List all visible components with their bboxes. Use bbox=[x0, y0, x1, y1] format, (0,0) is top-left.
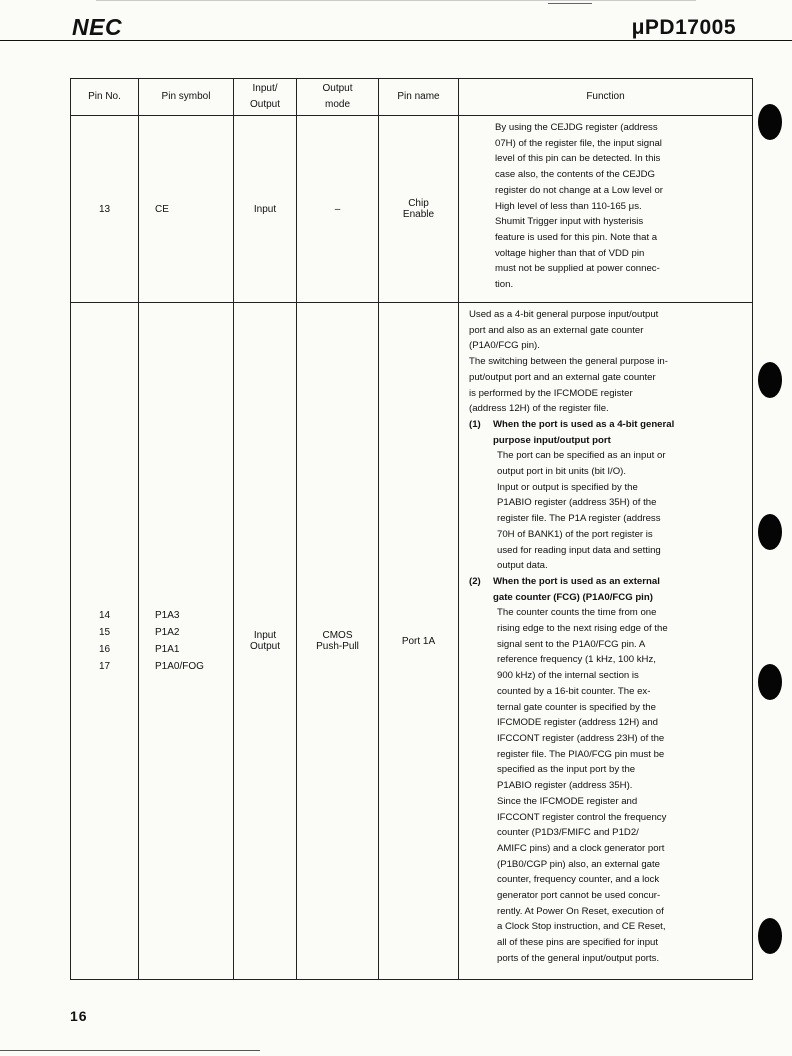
function-line: register do not change at a Low level or bbox=[495, 184, 663, 196]
function-line: output data. bbox=[497, 560, 548, 572]
header-function: Function bbox=[459, 79, 753, 116]
function-line: By using the CEJDG register (address bbox=[495, 122, 658, 133]
function-item-2 bbox=[469, 574, 746, 605]
item-body bbox=[469, 605, 746, 966]
header-out-line2: mode bbox=[324, 99, 350, 110]
pin-symbol: CE bbox=[155, 203, 169, 215]
header-output-mode bbox=[297, 79, 379, 116]
function-line: rising edge to the next rising edge of the bbox=[497, 623, 668, 635]
punch-hole bbox=[758, 918, 782, 954]
function-line: specified as the input port by the bbox=[497, 764, 636, 776]
item-heading bbox=[493, 574, 660, 605]
function-line: tion. bbox=[495, 279, 514, 291]
pin-no: 15 bbox=[98, 627, 111, 638]
pin-no: 13 bbox=[98, 203, 111, 215]
function-line: Input or output is specified by the bbox=[497, 481, 638, 493]
function-item-1 bbox=[469, 417, 746, 448]
function-line: P1ABIO register (address 35H) of the bbox=[497, 497, 657, 509]
function-line: put/output port and an external gate counter bbox=[469, 371, 656, 383]
output-mode-cell bbox=[297, 116, 379, 303]
function-cell bbox=[459, 303, 753, 980]
pin-symbol: P1A3 bbox=[155, 610, 180, 621]
header-pin-symbol: Pin symbol bbox=[139, 79, 234, 116]
pin-no-cell bbox=[71, 303, 139, 980]
pin-function-table bbox=[70, 78, 753, 980]
io-line1: Input bbox=[253, 630, 277, 641]
table-row bbox=[71, 303, 753, 980]
function-line: P1ABIO register (address 35H). bbox=[497, 780, 633, 792]
scan-artifact-line bbox=[96, 0, 696, 1]
function-line: Shumit Trigger input with hysterisis bbox=[495, 216, 644, 228]
function-line: counter, frequency counter, and a lock bbox=[497, 874, 660, 886]
pin-name-line2: Enable bbox=[402, 209, 435, 220]
mode-line2: Push-Pull bbox=[316, 641, 359, 652]
header-pin-name: Pin name bbox=[379, 79, 459, 116]
function-line: register file. The PIA0/FCG pin must be bbox=[497, 748, 665, 760]
brand-logo: NEC bbox=[72, 14, 123, 40]
mode-line1: CMOS bbox=[322, 630, 353, 641]
function-line: level of this pin can be detected. In this bbox=[495, 153, 661, 165]
function-line: rently. At Power On Reset, execution of bbox=[497, 905, 664, 917]
pin-name-line1: Chip bbox=[408, 198, 429, 209]
item-body bbox=[469, 448, 746, 574]
pin-symbol: P1A0/FOG bbox=[155, 661, 204, 672]
output-mode-value: – bbox=[334, 203, 341, 215]
pin-name-cell bbox=[379, 303, 459, 980]
table-header-row bbox=[71, 79, 753, 116]
function-line: Used as a 4-bit general purpose input/output bbox=[469, 309, 659, 320]
function-line: IFCCONT register control the frequency bbox=[497, 811, 667, 823]
function-line: port and also as an external gate counter bbox=[469, 324, 644, 336]
function-line: High level of less than 110-165 μs. bbox=[495, 200, 642, 212]
footer-rule bbox=[0, 1050, 260, 1051]
header-pin-no: Pin No. bbox=[71, 79, 139, 116]
scan-artifact-line bbox=[548, 3, 592, 4]
header-io-line1: Input/ bbox=[252, 83, 278, 94]
function-line: The port can be specified as an input or bbox=[497, 450, 666, 462]
function-line: feature is used for this pin. Note that a bbox=[495, 231, 658, 243]
function-line: counted by a 16-bit counter. The ex- bbox=[497, 685, 651, 697]
function-cell bbox=[459, 116, 753, 303]
function-line: IFCCONT register (address 23H) of the bbox=[497, 732, 665, 744]
function-line: output port in bit units (bit I/O). bbox=[497, 466, 627, 478]
function-line: (P1B0/CGP pin) also, an external gate bbox=[497, 858, 661, 870]
function-line: ternal gate counter is specified by the bbox=[497, 701, 656, 713]
function-line: The counter counts the time from one bbox=[497, 607, 657, 619]
function-line: signal sent to the P1A0/FCG pin. A bbox=[497, 638, 646, 650]
item-number: (2) bbox=[469, 575, 481, 587]
function-line: AMIFC pins) and a clock generator port bbox=[497, 842, 665, 854]
punch-hole bbox=[758, 664, 782, 700]
io-cell bbox=[234, 116, 297, 303]
table-row bbox=[71, 116, 753, 303]
function-line: Since the IFCMODE register and bbox=[497, 795, 638, 807]
page-number: 16 bbox=[70, 1008, 88, 1024]
pin-name-cell bbox=[379, 116, 459, 303]
function-line: case also, the contents of the CEJDG bbox=[495, 169, 655, 181]
function-line: must not be supplied at power connec- bbox=[495, 263, 660, 275]
item-heading-line: When the port is used as an external bbox=[493, 575, 660, 587]
pin-no: 16 bbox=[98, 644, 111, 655]
function-line: ports of the general input/output ports. bbox=[497, 952, 660, 964]
item-heading-line: gate counter (FCG) (P1A0/FCG pin) bbox=[493, 591, 653, 603]
item-heading-line: When the port is used as a 4-bit general bbox=[493, 418, 675, 430]
punch-hole bbox=[758, 362, 782, 398]
pin-symbol: P1A1 bbox=[155, 644, 180, 655]
pin-no: 17 bbox=[98, 661, 111, 672]
function-line: counter (P1D3/FMIFC and P1D2/ bbox=[497, 827, 639, 839]
function-line: register file. The P1A register (address bbox=[497, 513, 661, 525]
function-line: generator port cannot be used concur- bbox=[497, 890, 661, 902]
item-heading bbox=[493, 417, 674, 448]
io-cell bbox=[234, 303, 297, 980]
function-line: all of these pins are specified for input bbox=[497, 937, 659, 949]
function-line: used for reading input data and setting bbox=[497, 544, 661, 556]
function-line: (P1A0/FCG pin). bbox=[469, 340, 540, 352]
function-line: a Clock Stop instruction, and CE Reset, bbox=[497, 921, 666, 933]
header-io-line2: Output bbox=[249, 99, 281, 110]
io-value: Input bbox=[253, 203, 277, 215]
io-line2: Output bbox=[249, 641, 281, 652]
function-line: 07H) of the register file, the input signal bbox=[495, 137, 662, 149]
pin-symbol-cell bbox=[139, 303, 234, 980]
item-heading-line: purpose input/output port bbox=[493, 434, 611, 446]
header-out-line1: Output bbox=[322, 83, 353, 94]
function-line: IFCMODE register (address 12H) and bbox=[497, 717, 659, 729]
pin-no-list bbox=[99, 607, 110, 675]
function-line: is performed by the IFCMODE register bbox=[469, 387, 633, 399]
pin-symbol: P1A2 bbox=[155, 627, 180, 638]
punch-hole bbox=[758, 104, 782, 140]
pin-symbol-cell bbox=[139, 116, 234, 303]
function-line: (address 12H) of the register file. bbox=[469, 403, 609, 415]
function-line: 70H of BANK1) of the port register is bbox=[497, 528, 653, 540]
pin-name: Port 1A bbox=[401, 635, 436, 647]
pin-no-cell bbox=[71, 116, 139, 303]
part-number: μPD17005 bbox=[631, 16, 736, 39]
item-number: (1) bbox=[469, 418, 481, 430]
header-rule bbox=[0, 40, 792, 41]
function-line: voltage higher than that of VDD pin bbox=[495, 247, 645, 259]
punch-hole bbox=[758, 514, 782, 550]
function-line: reference frequency (1 kHz, 100 kHz, bbox=[497, 654, 656, 666]
output-mode-cell bbox=[297, 303, 379, 980]
header-input-output bbox=[234, 79, 297, 116]
pin-no: 14 bbox=[98, 610, 111, 621]
function-line: 900 kHz) of the internal section is bbox=[497, 670, 639, 682]
function-line: The switching between the general purpose in- bbox=[469, 356, 668, 368]
